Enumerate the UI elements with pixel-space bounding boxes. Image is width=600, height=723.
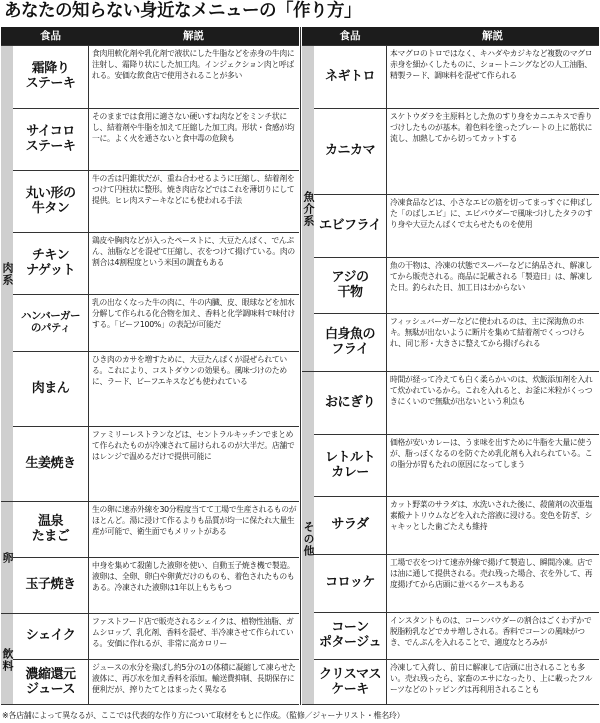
food-name: ネギトロ — [324, 68, 375, 84]
food-desc: 工場で衣をつけて速赤外線で揚げて製造し、瞬間冷凍。店では油に通して提供される。売れ残った場合、衣を外して、再度揚げてから店頭に並べるケースもある — [386, 555, 597, 612]
menu-row — [13, 659, 299, 705]
menu-row — [13, 426, 299, 501]
food-desc: 時間が経って冷えても白く柔らかいのは、炊飯添加剤を入れて炊かれているから。これを入れると、お釜に米粒がくっつきにくいので無駄が出ないという利点も — [386, 372, 597, 434]
header-food: 食品 — [40, 30, 61, 42]
food-name: 霜降り ステーキ — [25, 61, 76, 91]
header-food: 食品 — [339, 30, 361, 42]
menu-row — [13, 351, 299, 426]
category-meat: 肉系 — [1, 45, 13, 501]
table-header — [1, 27, 299, 45]
food-name: 濃縮還元 ジュース — [25, 666, 76, 697]
food-desc: 魚の干物は、冷凍の状態でスーパーなどに納品され、解凍してから販売される。商品に記載される「製造日」は、解凍した日。釣られた日、加工日はわからない — [386, 258, 597, 313]
food-desc: そのままでは食用に適さない硬いすね肉などをミンチ状にし、結着剤や牛脂を加えて圧縮した加工肉。形状・食感が均一に。よく火を通さないと食中毒の危険も — [88, 109, 297, 170]
food-desc: ひき肉のカサを増すために、大豆たんぱくが混ぜられている。これにより、コストダウンの効果も。風味づけのために、ラード、ビーフエキスなども使われている — [88, 352, 297, 426]
food-desc: スケトウダラを主原料とした魚のすり身をカニエキスで香りづけしたものが基本。着色料を塗ったプレートの上に筋状に流し、加熱してから切ってカットする — [386, 109, 597, 194]
table-header — [302, 27, 599, 45]
food-desc: フィッシュバーガーなどに使われるのは、主に深海魚のホキ。無駄が出ないように断片を集めて結着剤でくっつけられ、同じ形・大きさに整えてから揚げられる — [386, 314, 597, 371]
food-name: 玉子焼き — [25, 577, 76, 593]
menu-row — [314, 45, 599, 108]
menu-row — [13, 45, 299, 108]
food-desc: 鶏皮や胸肉などが入ったペーストに、大豆たんぱく、でんぷん、油脂などを混ぜて圧縮し、衣をつけて揚げている。肉の割合は4割程度という米国の調査もある — [88, 233, 297, 294]
food-desc: 中身を集めて殺菌した液卵を使い、自動玉子焼き機で製造。液卵は、全卵、卵白や卵黄だけのものも、着色されたものもある。冷凍された液卵は1年以上もちもつ — [88, 558, 297, 613]
menu-row — [314, 612, 599, 659]
food-desc: 冷凍食品などは、小さなエビの筋を切ってまっすぐに伸ばした「のばしエビ」に、エビパウダーで風味づけしたタラのすり身や大豆たんぱくで太らせたものを使用 — [386, 195, 597, 257]
food-name: おにぎり — [324, 394, 375, 410]
category-other: その他 — [302, 371, 314, 705]
food-desc: インスタントものは、コーンパウダーの割合はごくわずかで脱脂粉乳などでカサ増しされる。香料でコーンの風味がつき、でんぷんを入れることで、適度なとろみが — [386, 613, 597, 659]
food-name: アジの 干物 — [331, 269, 369, 300]
food-name: サラダ — [331, 517, 369, 533]
food-desc: 牛の舌は円錐状だが、重ね合わせるように圧縮し、結着剤をつけて円柱状に整形。焼き肉店などではこれを薄切りにして提供。ヒレ肉ステーキなどにも使われる手法 — [88, 171, 297, 232]
food-name: 温泉 たまご — [31, 513, 70, 544]
food-desc: 生の卵に速赤外線を30分程度当てて工場で生産されるものがほとんど。湯に浸けて作るよりも品質が均一に保たれ大量生産が可能で、衛生面でもメリットがある — [88, 502, 297, 557]
food-name: 丸い形の 牛タン — [25, 185, 76, 216]
menu-row — [13, 557, 299, 613]
food-name: 白身魚の フライ — [324, 326, 375, 357]
menu-row — [13, 108, 299, 170]
food-name: クリスマス ケーキ — [319, 666, 381, 697]
food-name: コロッケ — [325, 575, 375, 591]
food-desc: 食肉用軟化剤や乳化剤で液状にした牛脂などを赤身の牛肉に注射し、霜降り状にした加工肉。インジェクション肉と呼ばれる。安価な飲食店で使用されることが多い — [88, 46, 297, 108]
food-name: シェイク — [25, 628, 76, 644]
food-desc: 価格が安いカレーは、うま味を出すために牛脂を大量に使うが、脂っぽくなるのを防ぐため乳化剤も入れられている。この脂分が胃もたれの原因になってしまう — [386, 435, 597, 496]
food-name: 肉まん — [31, 380, 70, 396]
menu-row — [13, 613, 299, 659]
food-desc: 本マグロのトロではなく、キハダやカジキなど複数のマグロ赤身を細かくしたものに、ショートニングなどの人工油脂、精製ラード、調味料を混ぜて作られる — [386, 46, 597, 108]
column-divider — [300, 27, 301, 705]
menu-row — [13, 501, 299, 557]
table-bottom-border — [302, 704, 599, 705]
food-name: ハンバーガー のパティ — [20, 310, 81, 334]
category-drink: 飲料 — [1, 613, 13, 705]
food-name: カニカマ — [324, 143, 375, 159]
food-name: 生姜焼き — [25, 455, 76, 471]
menu-row — [314, 257, 599, 313]
food-desc: 冷凍して入荷し、前日に解凍して店頭に出されることも多い。売れ残ったら、家畜のエサになったり、上に載ったフルーツなどのトッピングは再利用されることも — [386, 660, 597, 705]
menu-row — [314, 371, 599, 434]
category-egg: 卵 — [1, 501, 13, 613]
food-name: レトルト カレー — [324, 449, 375, 480]
right-table — [302, 27, 599, 705]
menu-row — [314, 554, 599, 612]
menu-row — [314, 496, 599, 554]
menu-row — [13, 294, 299, 351]
menu-row — [13, 170, 299, 232]
food-name: チキン ナゲット — [26, 247, 75, 278]
table-bottom-border — [1, 704, 299, 705]
food-name: サイコロ ステーキ — [25, 123, 76, 154]
food-desc: 乳の出なくなった牛の肉に、牛の内臓、皮、眼球などを加水分解して作られる化合物を加え、香料と化学調味料で味付けする。「ビーフ100%」の表記が可能だ — [88, 295, 297, 351]
food-name: エビフライ — [318, 217, 382, 233]
header-desc: 解説 — [482, 30, 503, 42]
left-table — [1, 27, 299, 705]
menu-row — [314, 434, 599, 496]
menu-row — [314, 313, 599, 371]
food-desc: ファストフード店で販売されるシェイクは、植物性油脂、ガムシロップ、乳化剤、香料を混ぜ、半冷凍させて作られている。安価に作れるが、非常に高カロリー — [88, 614, 297, 659]
page-title: あなたの知らない身近なメニューの「作り方」 — [4, 1, 361, 21]
menu-row — [314, 108, 599, 194]
header-desc: 解説 — [183, 30, 204, 42]
menu-row — [314, 194, 599, 257]
footnote: ※各店舗によって異なるが、ここでは代表的な作り方について取材をもとに作成。（監修／ジャーナリスト・椎名玲） — [2, 711, 405, 720]
food-name: コーン ポタージュ — [319, 620, 381, 650]
food-desc: ファミリーレストランなどは、セントラルキッチンでまとめて作られたものが冷凍されて届けられるのが大半だ。店舗ではレンジで温めるだけで提供可能に — [88, 427, 297, 501]
menu-row — [13, 232, 299, 294]
menu-row — [314, 659, 599, 705]
category-seafood: 魚介系 — [302, 45, 314, 371]
food-desc: ジュースの水分を飛ばし約5分の1の体積に凝縮して凍らせた液体に、再び水を加え香料を添加。輸送費抑制、長期保存に便利だが、搾りたてとはまったく異なる — [88, 660, 297, 705]
food-desc: カット野菜のサラダは、水洗いされた後に、殺菌剤の次亜塩素酸ナトリウムなどを入れた溶液に浸ける。変色を防ぎ、シャキッとした歯ごたえも維持 — [386, 497, 597, 554]
